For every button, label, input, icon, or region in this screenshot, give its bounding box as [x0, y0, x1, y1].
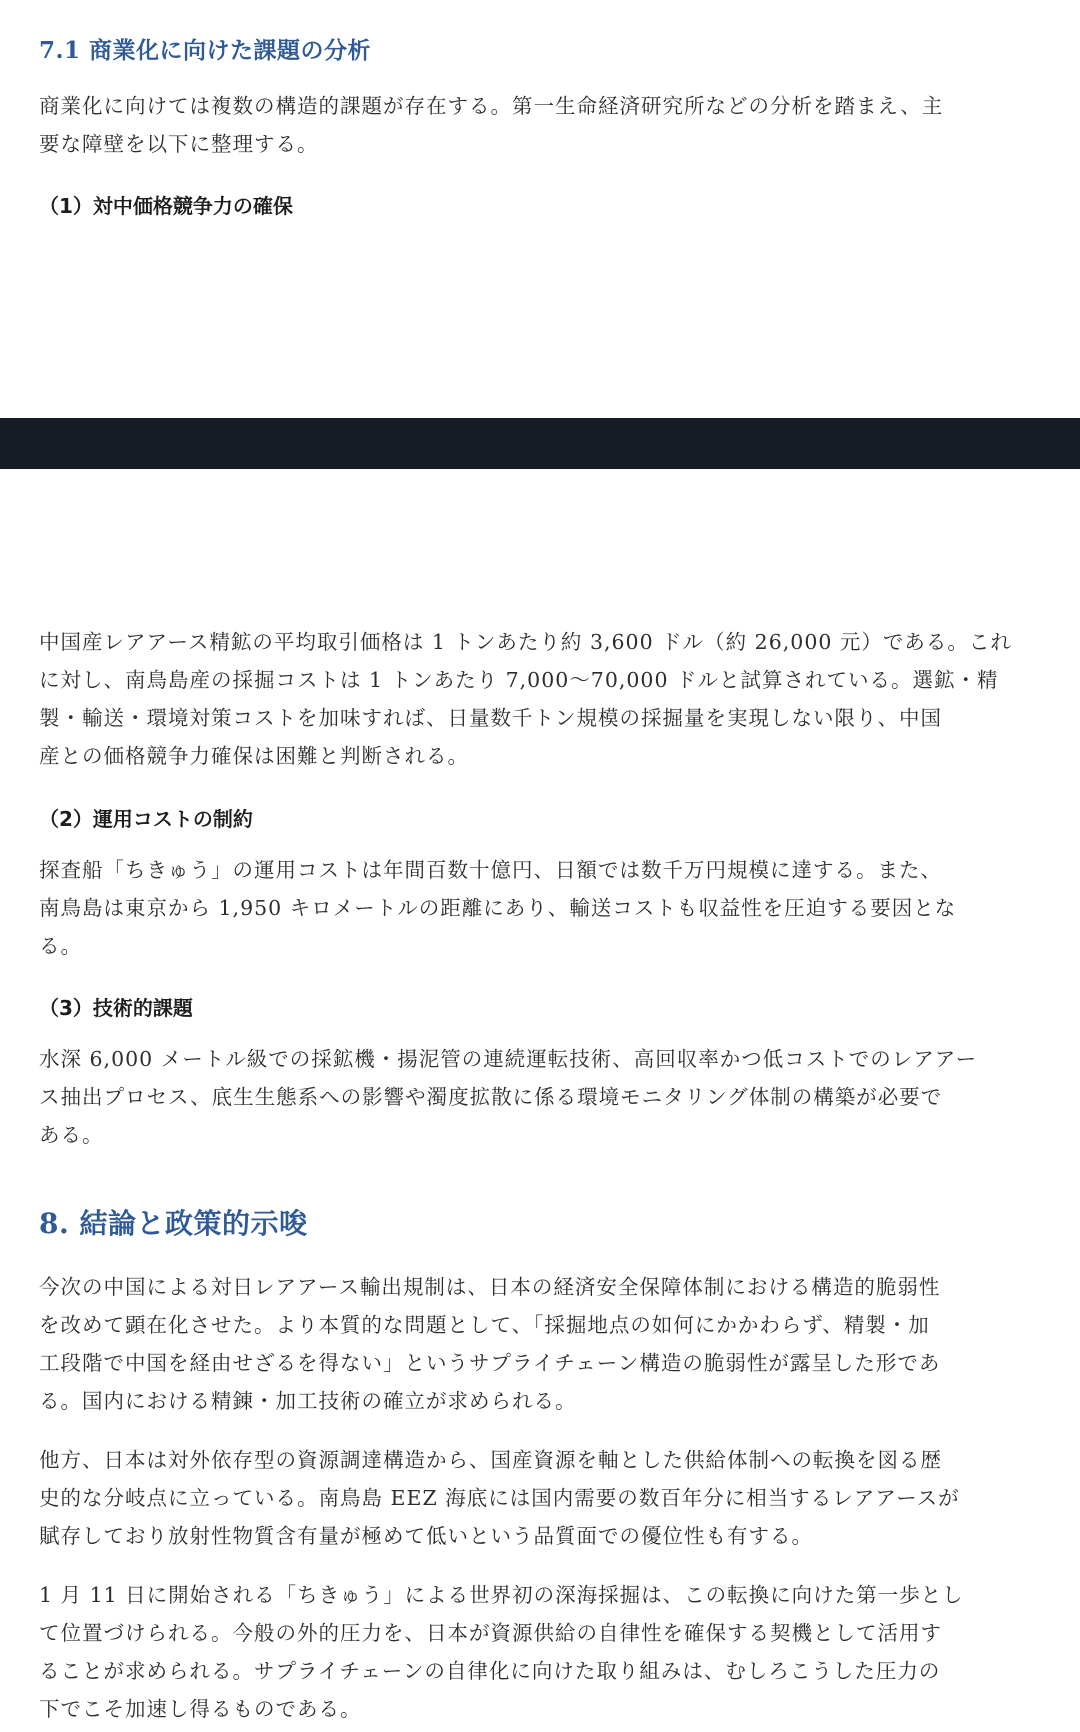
conclusion-paragraph-1: 今次の中国による対日レアアース輸出規制は、日本の経済安全保障体制における構造的脆弱性 を改めて顕在化させた。より本質的な問題として、「採掘地点の如何にかかわらず、精製・加 工段階で中国を経由せざるを得ない」というサプライチェーン構造の脆弱性が露呈した形であ る。国内における精錬・加工技術の確立が求められる。 — [39, 1275, 941, 1413]
section-heading-7-1: 7.1 商業化に向けた課題の分析 — [39, 37, 372, 64]
subheading-operating-cost: （2）運用コストの制約 — [39, 807, 253, 831]
subheading-technical-issues: （3）技術的課題 — [39, 996, 193, 1020]
technical-issues-paragraph: 水深 6,000 メートル級での採鉱機・揚泥管の連続運転技術、高回収率かつ低コストでのレアアー ス抽出プロセス、底生生態系への影響や濁度拡散に係る環境モニタリング体制の構築が必要で ある。 — [39, 1047, 978, 1147]
subheading-price-competitiveness: （1）対中価格競争力の確保 — [39, 194, 293, 218]
dark-divider-band — [0, 418, 1080, 469]
conclusion-paragraph-3: 1 月 11 日に開始される「ちきゅう」による世界初の深海採掘は、この転換に向けた第一歩とし て位置づけられる。今般の外的圧力を、日本が資源供給の自律性を確保する契機として活用す ることが求められる。サプライチェーンの自律化に向けた取り組みは、むしろこうした圧力の 下でこそ加速し得るものである。 — [39, 1583, 964, 1721]
intro-paragraph: 商業化に向けては複数の構造的課題が存在する。第一生命経済研究所などの分析を踏まえ、主 要な障壁を以下に整理する。 — [39, 94, 944, 156]
price-competitiveness-paragraph: 中国産レアアース精鉱の平均取引価格は 1 トンあたり約 3,600 ドル（約 26,000 元）である。これ に対し、南鳥島産の採掘コストは 1 トンあたり 7,000〜70,000 ドルと試算されている。選鉱・精 製・輸送・環境対策コストを加味すれば、日量数千トン規模の採掘量を実現しない限り、中国 産との価格競争力確保は困難と判断される。 — [39, 630, 1012, 768]
operating-cost-paragraph: 探査船「ちきゅう」の運用コストは年間百数十億円、日額では数千万円規模に達する。また、 南鳥島は東京から 1,950 キロメートルの距離にあり、輸送コストも収益性を圧迫する要因とな る。 — [39, 858, 957, 958]
section-heading-8: 8. 結論と政策的示唆 — [39, 1207, 308, 1240]
conclusion-paragraph-2: 他方、日本は対外依存型の資源調達構造から、国産資源を軸とした供給体制への転換を図る歴 史的な分岐点に立っている。南鳥島 EEZ 海底には国内需要の数百年分に相当するレアアースが 賦存しており放射性物質含有量が極めて低いという品質面での優位性も有する。 — [39, 1448, 960, 1548]
